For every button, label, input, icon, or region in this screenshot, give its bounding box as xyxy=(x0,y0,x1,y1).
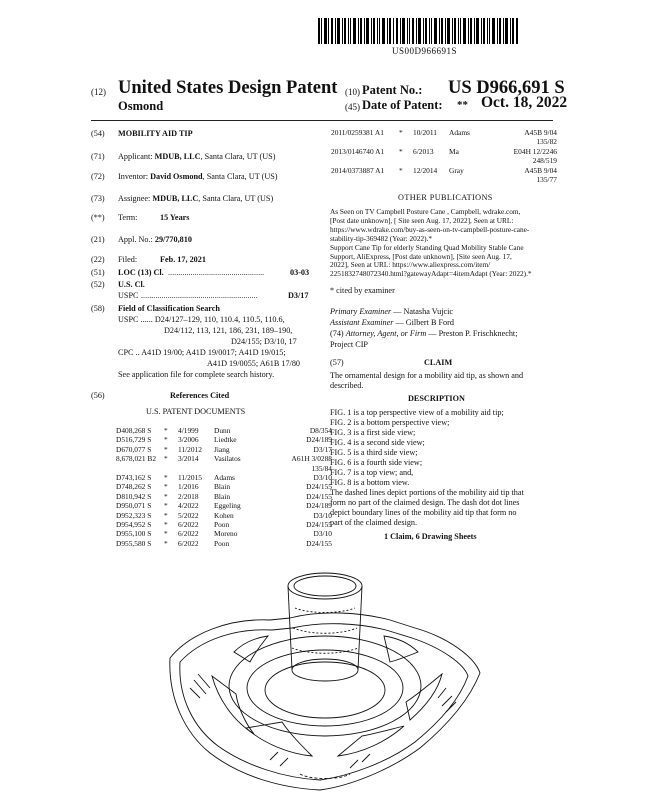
description xyxy=(330,408,554,528)
reference-row xyxy=(116,529,334,538)
code-10: (10) xyxy=(345,87,360,97)
ref-mark: * xyxy=(399,146,403,156)
ref-class: D24/155 xyxy=(306,520,332,530)
ref-mark xyxy=(399,156,413,165)
ref-date: 11/2012 xyxy=(178,444,202,454)
claim-text xyxy=(330,371,554,391)
ref-date: 3/2006 xyxy=(178,435,199,445)
ref-class: A45B 9/04 xyxy=(524,128,557,137)
field-line: D24/112, 113, 121, 186, 231, 189–190, xyxy=(164,326,293,335)
code-56: (56) xyxy=(91,391,105,400)
ref-mark: * xyxy=(164,454,168,464)
ref-number xyxy=(331,156,399,165)
reference-row xyxy=(116,454,334,463)
ref-class: A61H 3/0288 xyxy=(291,454,332,464)
ref-date: 3/2014 xyxy=(178,454,199,464)
field-line: USPC ...... D24/127–129, 110, 110.4, 110.5, 110.6, xyxy=(118,315,285,324)
publication-line: Support, AliExpress, [Post date unknown], [Site seen Aug. 17, xyxy=(330,251,512,261)
ref-number: D748,262 S xyxy=(116,482,152,492)
ref-date: 2/2018 xyxy=(178,491,199,501)
ref-number: 8,678,021 B2 xyxy=(116,454,157,464)
code-57: (57) xyxy=(330,358,344,367)
ref-number: D955,580 S xyxy=(116,538,152,548)
ref-number: D743,162 S xyxy=(116,473,152,483)
patent-date: Oct. 18, 2022 xyxy=(481,94,568,111)
description-line: The dashed lines depict portions of the mobility aid tip that xyxy=(330,488,524,497)
ref-number: 2011/0259381 A1 xyxy=(331,128,384,137)
description-line: part of the claimed design. xyxy=(330,518,418,527)
filed-label: Filed: xyxy=(118,255,138,264)
applicant: Applicant: MDUB, LLC, Santa Clara, UT (US) xyxy=(118,152,276,161)
code-71: (71) xyxy=(91,152,105,161)
ref-date xyxy=(413,156,449,165)
appl-no: Appl. No.: 29/770,810 xyxy=(118,235,192,244)
reference-row xyxy=(116,520,334,529)
ref-name: Blain xyxy=(214,482,231,492)
ref-mark: * xyxy=(164,482,168,492)
ref-class: D3/17 xyxy=(313,444,332,454)
ref-mark: * xyxy=(164,426,168,435)
ref-date xyxy=(413,175,449,184)
us-docs-title: U.S. PATENT DOCUMENTS xyxy=(146,407,246,416)
ref-mark xyxy=(399,175,413,184)
assistant-examiner: Assistant Examiner — Gilbert B Ford xyxy=(330,318,454,327)
ref-class: D3/10 xyxy=(313,473,332,483)
ref-class: D8/354 xyxy=(309,426,332,435)
publication-line: https://www.wdrake.com/buy-as-seen-on-tv-campbell-posture-cane- xyxy=(330,224,530,234)
uspc-value: D3/17 xyxy=(288,291,309,300)
uspc-dots: ......................................................... xyxy=(141,291,258,300)
description-line: FIG. 4 is a second side view; xyxy=(330,438,425,447)
ref-name: Poon xyxy=(214,538,230,548)
document-title: United States Design Patent xyxy=(118,78,338,98)
reference-row xyxy=(116,473,334,482)
ref-name: Jiang xyxy=(214,444,230,454)
reference-row xyxy=(331,128,559,137)
other-publications-title: OTHER PUBLICATIONS xyxy=(398,193,493,202)
ref-date: 5/2022 xyxy=(178,510,199,520)
references-title: References Cited xyxy=(170,391,230,400)
ref-mark: * xyxy=(164,538,168,548)
ref-mark: * xyxy=(164,435,168,445)
publication-line: 2022], Seen at URL: https://www.aliexpress.com/item/ xyxy=(330,260,491,270)
ref-date xyxy=(413,137,449,146)
claims-summary: 1 Claim, 6 Drawing Sheets xyxy=(384,532,477,541)
ref-name: Kohen xyxy=(214,510,234,520)
ref-date: 12/2014 xyxy=(413,165,438,175)
ref-mark: * xyxy=(164,510,168,520)
ref-name: Poon xyxy=(214,520,230,530)
reference-row xyxy=(116,426,334,435)
ref-name: Gray xyxy=(449,165,464,175)
ref-number: D810,942 S xyxy=(116,491,152,501)
header-rule xyxy=(91,120,553,121)
publication-line: 2251832748072340.html?gatewayAdapt=4itemAdapt (Year: 2022).* xyxy=(330,269,532,279)
description-line: depict boundary lines of the mobility aid tip that form no xyxy=(330,508,517,517)
field-search-label: Field of Classification Search xyxy=(118,304,220,313)
ref-date: 4/1999 xyxy=(178,426,199,435)
ref-name: Adams xyxy=(449,128,470,137)
field-line: See application file for complete search history. xyxy=(118,370,275,379)
primary-examiner: Primary Examiner — Natasha Vujcic xyxy=(330,307,454,316)
reference-row xyxy=(116,435,334,444)
attorney-line2: Project CIP xyxy=(330,340,368,349)
other-publications xyxy=(330,208,554,279)
ref-name: Blain xyxy=(214,491,231,501)
ref-number: D955,100 S xyxy=(116,529,152,539)
ref-class: D24/155 xyxy=(306,491,332,501)
ref-name: Adams xyxy=(214,473,235,483)
ref-class: D24/155 xyxy=(306,482,332,492)
date-mark: ** xyxy=(457,99,468,111)
patent-number: US D966,691 S xyxy=(448,78,565,98)
reference-row xyxy=(116,539,334,548)
code-51: (51) xyxy=(91,268,105,277)
inventor-surname: Osmond xyxy=(118,99,164,113)
reference-row xyxy=(331,166,559,175)
reference-row xyxy=(116,445,334,454)
ref-number: D950,071 S xyxy=(116,501,152,511)
ref-date: 4/2022 xyxy=(178,501,199,511)
references-table xyxy=(116,426,334,548)
code-52: (52) xyxy=(91,280,105,289)
design-title: MOBILITY AID TIP xyxy=(118,129,193,138)
code-21: (21) xyxy=(91,235,105,244)
ref-class: 135/77 xyxy=(536,175,557,185)
ref-class: 135/82 xyxy=(536,137,557,147)
uspc-label: USPC xyxy=(118,291,139,300)
ref-mark: * xyxy=(164,473,168,483)
reference-row xyxy=(116,492,334,501)
publication-line: [Post date unknown], [ Site seen Aug. 17, 2022], Seen at URL: xyxy=(330,215,514,225)
description-line: FIG. 1 is a top perspective view of a mobility aid tip; xyxy=(330,408,504,417)
ref-name xyxy=(449,137,505,146)
ref-mark: * xyxy=(164,520,168,530)
ref-number xyxy=(331,175,399,184)
description-title: DESCRIPTION xyxy=(408,394,465,403)
reference-row xyxy=(116,501,334,510)
ref-number xyxy=(116,464,164,473)
ref-class: 135/84 xyxy=(311,463,332,473)
filed-value: Feb. 17, 2021 xyxy=(160,255,206,264)
publication-line: As Seen on TV Campbell Posture Cane , Campbell, wdrake.com, xyxy=(330,207,521,216)
ref-name: Vasilatos xyxy=(214,454,241,464)
references-table-continued xyxy=(331,128,559,184)
ref-class: E04H 12/2246 xyxy=(513,146,557,156)
mobility-aid-tip-drawing xyxy=(150,548,500,798)
ref-date: 6/2022 xyxy=(178,538,199,548)
code-12: (12) xyxy=(91,87,106,97)
ref-date: 6/2022 xyxy=(178,520,199,530)
ref-name xyxy=(214,464,284,473)
ref-number: D954,952 S xyxy=(116,520,152,530)
ref-name: Moreno xyxy=(214,529,238,539)
ref-number xyxy=(331,137,399,146)
ref-class: D3/10 xyxy=(313,510,332,520)
description-line: FIG. 5 is a third side view; xyxy=(330,448,418,457)
ref-mark xyxy=(399,137,413,146)
ref-name: Eggeling xyxy=(214,501,241,511)
cited-by-examiner: * cited by examiner xyxy=(330,286,395,295)
claim-title: CLAIM xyxy=(424,358,453,367)
description-line: FIG. 3 is a first side view; xyxy=(330,428,416,437)
description-line: FIG. 7 is a top view; and, xyxy=(330,468,414,477)
ref-mark: * xyxy=(164,444,168,454)
publication-line: Support Cane Tip for elderly Standing Quad Mobility Stable Cane xyxy=(330,242,524,252)
loc-value: 03-03 xyxy=(290,268,310,277)
term-label: Term: xyxy=(118,213,138,222)
code-58: (58) xyxy=(91,304,105,313)
ref-class: D3/10 xyxy=(313,529,332,539)
ref-class: A45B 9/04 xyxy=(524,165,557,175)
description-line: form no part of the claimed design. The dash dot dot lines xyxy=(330,498,520,507)
ref-mark: * xyxy=(164,501,168,511)
date-label: Date of Patent: xyxy=(362,98,443,112)
ref-class: D24/155 xyxy=(306,538,332,548)
ref-date: 6/2013 xyxy=(413,146,434,156)
publication-line: stability-tip-369482 (Year: 2022).* xyxy=(330,233,433,243)
ref-name xyxy=(449,175,505,184)
uscl-label: U.S. Cl. xyxy=(118,280,145,289)
ref-mark: * xyxy=(164,491,168,501)
ref-mark: * xyxy=(399,165,403,175)
ref-date: 11/2015 xyxy=(178,473,202,483)
ref-name: Ma xyxy=(449,146,459,156)
ref-mark: * xyxy=(164,529,168,539)
inventor: Inventor: David Osmond, Santa Clara, UT (US) xyxy=(118,172,278,181)
description-line: FIG. 8 is a bottom view. xyxy=(330,478,410,487)
reference-row xyxy=(331,156,559,165)
patent-no-label: Patent No.: xyxy=(362,83,423,97)
ref-mark xyxy=(164,464,178,473)
reference-row xyxy=(116,464,334,473)
ref-name xyxy=(449,156,505,165)
code-73: (73) xyxy=(91,194,105,203)
ref-number: D670,077 S xyxy=(116,444,152,454)
barcode-number: US00D966691S xyxy=(392,46,458,56)
ref-name: Liedtke xyxy=(214,435,237,445)
claim-line: The ornamental design for a mobility aid tip, as shown and xyxy=(330,371,524,380)
attorney: (74) Attorney, Agent, or Firm — Preston P. Frischknecht; xyxy=(330,329,518,338)
claim-line: described. xyxy=(330,381,364,390)
ref-number: D952,323 S xyxy=(116,510,152,520)
code-22: (22) xyxy=(91,255,105,264)
reference-row xyxy=(116,482,334,491)
barcode xyxy=(318,18,518,44)
reference-row xyxy=(331,147,559,156)
ref-number: D408,268 S xyxy=(116,426,152,435)
reference-row xyxy=(331,175,559,184)
ref-name: Dunn xyxy=(214,426,231,435)
loc-dots: ............................................... xyxy=(168,268,265,277)
reference-row xyxy=(116,511,334,520)
code-term: (**) xyxy=(91,213,105,222)
ref-date: 10/2011 xyxy=(413,128,437,137)
ref-class: D24/189 xyxy=(306,435,332,445)
code-45: (45) xyxy=(345,102,360,112)
code-54: (54) xyxy=(91,129,105,138)
assignee: Assignee: MDUB, LLC, Santa Clara, UT (US) xyxy=(118,194,274,203)
field-line: D24/155; D3/10, 17 xyxy=(231,337,297,346)
description-line: FIG. 6 is a fourth side view; xyxy=(330,458,423,467)
field-line: A41D 19/0055; A61B 17/80 xyxy=(207,359,301,368)
ref-class: 248/519 xyxy=(532,156,557,166)
ref-date: 1/2016 xyxy=(178,482,199,492)
ref-class: D24/189 xyxy=(306,501,332,511)
ref-mark: * xyxy=(399,128,403,137)
ref-number: D516,729 S xyxy=(116,435,152,445)
code-72: (72) xyxy=(91,172,105,181)
loc-label: LOC (13) Cl. xyxy=(118,268,164,277)
ref-date xyxy=(178,464,214,473)
field-line: CPC .. A41D 19/00; A41D 19/0017; A41D 19/015; xyxy=(118,348,286,357)
description-line: FIG. 2 is a bottom perspective view; xyxy=(330,418,450,427)
reference-row xyxy=(331,137,559,146)
term-value: 15 Years xyxy=(160,213,190,222)
ref-number: 2014/0373887 A1 xyxy=(331,165,385,175)
ref-date: 6/2022 xyxy=(178,529,199,539)
ref-number: 2013/0146740 A1 xyxy=(331,146,385,156)
